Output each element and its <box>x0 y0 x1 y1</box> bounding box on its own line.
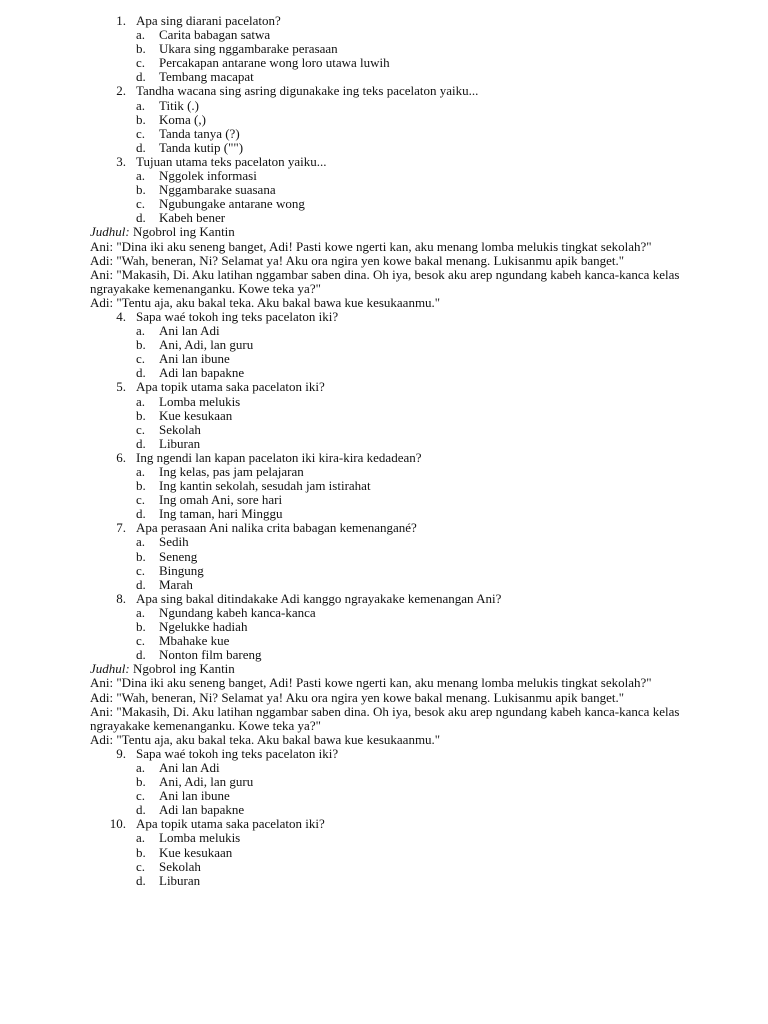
question-number: 8. <box>116 590 126 606</box>
option-text: Lomba melukis <box>159 393 241 409</box>
option-item <box>136 338 680 352</box>
option-item <box>136 28 680 42</box>
option-text: Ngelukke hadiah <box>159 619 248 635</box>
option-item <box>136 831 680 845</box>
option-item <box>136 42 680 56</box>
title-label: Judhul: <box>90 661 130 677</box>
question-number: 10. <box>109 816 126 832</box>
question-8 <box>90 310 680 324</box>
question-18 <box>90 747 680 761</box>
option-text: Sedih <box>159 534 189 550</box>
question-12 <box>90 592 680 606</box>
option-list <box>90 395 680 451</box>
option-letter: a. <box>136 97 146 113</box>
option-item <box>136 437 680 451</box>
option-text: Tanda kutip ("") <box>159 139 244 155</box>
option-text: Tembang macapat <box>159 69 254 85</box>
option-item <box>136 620 680 634</box>
option-text: Ing kantin sekolah, sesudah jam istirahat <box>159 478 371 494</box>
option-item <box>136 535 680 549</box>
option-text: Titik (.) <box>159 97 199 113</box>
option-item <box>136 169 680 183</box>
option-list <box>90 535 680 591</box>
option-letter: a. <box>136 534 146 550</box>
option-item <box>136 197 680 211</box>
option-text: Ing omah Ani, sore hari <box>159 492 283 508</box>
option-list <box>90 465 680 521</box>
option-letter: b. <box>136 548 146 564</box>
question-text: Sapa waé tokoh ing teks pacelaton iki? <box>136 308 339 324</box>
option-item <box>136 789 680 803</box>
option-letter: c. <box>136 788 146 804</box>
question-number: 6. <box>116 449 126 465</box>
question-10 <box>90 451 680 465</box>
option-list <box>90 28 680 84</box>
dialogue-title <box>90 662 680 676</box>
option-list <box>90 831 680 887</box>
question-number: 4. <box>116 308 126 324</box>
option-text: Nonton film bareng <box>159 647 262 663</box>
option-letter: b. <box>136 478 146 494</box>
question-text: Tujuan utama teks pacelaton yaiku... <box>136 153 327 169</box>
option-list <box>90 99 680 155</box>
option-item <box>136 352 680 366</box>
option-letter: b. <box>136 111 146 127</box>
option-item <box>136 127 680 141</box>
option-item <box>136 606 680 620</box>
option-text: Ukara sing nggambarake perasaan <box>159 41 338 57</box>
option-item <box>136 846 680 860</box>
option-item <box>136 648 680 662</box>
option-letter: a. <box>136 168 146 184</box>
option-list <box>90 761 680 817</box>
dialogue-line: Adi: "Wah, beneran, Ni? Selamat ya! Aku ora ngira yen kowe bakal menang. Lukisanmu apik banget." <box>90 252 625 268</box>
option-text: Ani lan ibune <box>159 788 230 804</box>
option-text: Liburan <box>159 435 201 451</box>
question-text: Ing ngendi lan kapan pacelaton iki kira-kira kedadean? <box>136 449 422 465</box>
option-letter: d. <box>136 139 146 155</box>
option-text: Ing taman, hari Minggu <box>159 506 283 522</box>
option-letter: a. <box>136 323 146 339</box>
option-letter: c. <box>136 633 146 649</box>
option-text: Liburan <box>159 872 201 888</box>
option-item <box>136 578 680 592</box>
option-letter: d. <box>136 365 146 381</box>
title-text: Ngobrol ing Kantin <box>132 661 235 677</box>
question-2 <box>90 155 680 169</box>
question-number: 1. <box>116 13 126 28</box>
option-item <box>136 564 680 578</box>
option-item <box>136 775 680 789</box>
option-item <box>136 113 680 127</box>
option-letter: b. <box>136 619 146 635</box>
option-item <box>136 409 680 423</box>
question-1 <box>90 84 680 98</box>
title-text: Ngobrol ing Kantin <box>132 224 235 240</box>
option-text: Ani, Adi, lan guru <box>159 337 254 353</box>
option-text: Ing kelas, pas jam pelajaran <box>159 464 304 479</box>
option-item <box>136 99 680 113</box>
dialogue-line: Adi: "Tentu aja, aku bakal teka. Aku bakal bawa kue kesukaanmu." <box>90 731 441 747</box>
option-letter: a. <box>136 759 146 775</box>
option-letter: b. <box>136 844 146 860</box>
option-text: Ani lan Adi <box>159 323 220 339</box>
option-letter: b. <box>136 337 146 353</box>
option-item <box>136 395 680 409</box>
dialogue-line: Ani: "Dina iki aku seneng banget, Adi! Pasti kowe ngerti kan, aku menang lomba melukis tingkat sekolah?" <box>90 238 652 254</box>
option-letter: d. <box>136 506 146 522</box>
option-text: Carita babagan satwa <box>159 27 271 43</box>
option-letter: a. <box>136 393 146 409</box>
option-letter: d. <box>136 872 146 888</box>
question-19 <box>90 817 680 831</box>
question-text: Apa sing diarani pacelaton? <box>136 13 281 28</box>
option-list <box>90 606 680 662</box>
option-letter: a. <box>136 830 146 846</box>
option-text: Seneng <box>159 548 198 564</box>
option-text: Tanda tanya (?) <box>159 125 240 141</box>
option-item <box>136 141 680 155</box>
question-text: Apa topik utama saka pacelaton iki? <box>136 816 325 832</box>
option-letter: b. <box>136 774 146 790</box>
option-text: Nggolek informasi <box>159 168 257 184</box>
option-item <box>136 550 680 564</box>
option-text: Kabeh bener <box>159 210 226 226</box>
option-letter: c. <box>136 858 146 874</box>
question-number: 7. <box>116 520 126 536</box>
question-number: 3. <box>116 153 126 169</box>
option-letter: c. <box>136 421 146 437</box>
question-0 <box>90 14 680 28</box>
option-letter: c. <box>136 55 146 71</box>
option-text: Adi lan bapakne <box>159 365 245 381</box>
option-letter: d. <box>136 435 146 451</box>
question-11 <box>90 521 680 535</box>
option-item <box>136 423 680 437</box>
document-body <box>90 14 680 888</box>
option-item <box>136 183 680 197</box>
option-item <box>136 860 680 874</box>
option-letter: c. <box>136 562 146 578</box>
option-letter: b. <box>136 41 146 57</box>
question-text: Apa topik utama saka pacelaton iki? <box>136 379 325 395</box>
option-item <box>136 803 680 817</box>
dialogue-line: Ani: "Makasih, Di. Aku latihan nggambar saben dina. Oh iya, besok aku arep ngundang kabeh kanca-kanca kelas ngrayakake kemenanganku. Kowe teka ya?" <box>90 266 680 296</box>
option-letter: d. <box>136 210 146 226</box>
question-text: Tandha wacana sing asring digunakake ing teks pacelaton yaiku... <box>136 83 479 99</box>
option-text: Nggambarake suasana <box>159 182 276 198</box>
question-9 <box>90 380 680 394</box>
question-text: Sapa waé tokoh ing teks pacelaton iki? <box>136 745 339 761</box>
option-text: Mbahake kue <box>159 633 230 649</box>
dialogue-line: Ani: "Makasih, Di. Aku latihan nggambar saben dina. Oh iya, besok aku arep ngundang kabeh kanca-kanca kelas ngrayakake kemenanganku. Kowe teka ya?" <box>90 703 680 733</box>
option-item <box>136 56 680 70</box>
option-item <box>136 324 680 338</box>
title-label: Judhul: <box>90 224 130 240</box>
option-letter: a. <box>136 604 146 620</box>
option-item <box>136 465 680 479</box>
option-text: Ani, Adi, lan guru <box>159 774 254 790</box>
option-item <box>136 493 680 507</box>
option-letter: b. <box>136 182 146 198</box>
dialogue-line: Ani: "Dina iki aku seneng banget, Adi! Pasti kowe ngerti kan, aku menang lomba melukis tingkat sekolah?" <box>90 675 652 691</box>
option-item <box>136 507 680 521</box>
dialogue-title <box>90 225 680 239</box>
option-text: Adi lan bapakne <box>159 802 245 818</box>
option-letter: d. <box>136 802 146 818</box>
question-number: 2. <box>116 83 126 99</box>
option-text: Ani lan Adi <box>159 759 220 775</box>
option-text: Percakapan antarane wong loro utawa luwih <box>159 55 390 71</box>
option-letter: a. <box>136 27 146 43</box>
option-letter: d. <box>136 647 146 663</box>
dialogue-line: Adi: "Wah, beneran, Ni? Selamat ya! Aku ora ngira yen kowe bakal menang. Lukisanmu apik banget." <box>90 689 625 705</box>
option-item <box>136 634 680 648</box>
question-text: Apa perasaan Ani nalika crita babagan kemenangané? <box>136 520 417 536</box>
option-item <box>136 70 680 84</box>
option-item <box>136 366 680 380</box>
option-text: Lomba melukis <box>159 830 241 846</box>
question-text: Apa sing bakal ditindakake Adi kanggo ngrayakake kemenangan Ani? <box>136 590 502 606</box>
option-text: Bingung <box>159 562 204 578</box>
option-item <box>136 761 680 775</box>
option-list <box>90 169 680 225</box>
option-text: Kue kesukaan <box>159 844 233 860</box>
option-item <box>136 479 680 493</box>
option-letter: c. <box>136 125 146 141</box>
option-text: Sekolah <box>159 858 201 874</box>
option-text: Koma (,) <box>159 111 206 127</box>
option-item <box>136 874 680 888</box>
option-item <box>136 211 680 225</box>
option-letter: c. <box>136 492 146 508</box>
option-letter: c. <box>136 351 146 367</box>
option-text: Ani lan ibune <box>159 351 230 367</box>
question-number: 5. <box>116 379 126 395</box>
option-text: Ngundang kabeh kanca-kanca <box>159 604 316 620</box>
option-text: Marah <box>159 576 193 592</box>
dialogue-line: Adi: "Tentu aja, aku bakal teka. Aku bakal bawa kue kesukaanmu." <box>90 294 441 310</box>
option-letter: b. <box>136 407 146 423</box>
option-letter: d. <box>136 576 146 592</box>
option-text: Ngubungake antarane wong <box>159 196 305 212</box>
question-number: 9. <box>116 745 126 761</box>
option-text: Kue kesukaan <box>159 407 233 423</box>
option-letter: c. <box>136 196 146 212</box>
option-list <box>90 324 680 380</box>
option-letter: d. <box>136 69 146 85</box>
option-letter: a. <box>136 464 146 479</box>
option-text: Sekolah <box>159 421 201 437</box>
